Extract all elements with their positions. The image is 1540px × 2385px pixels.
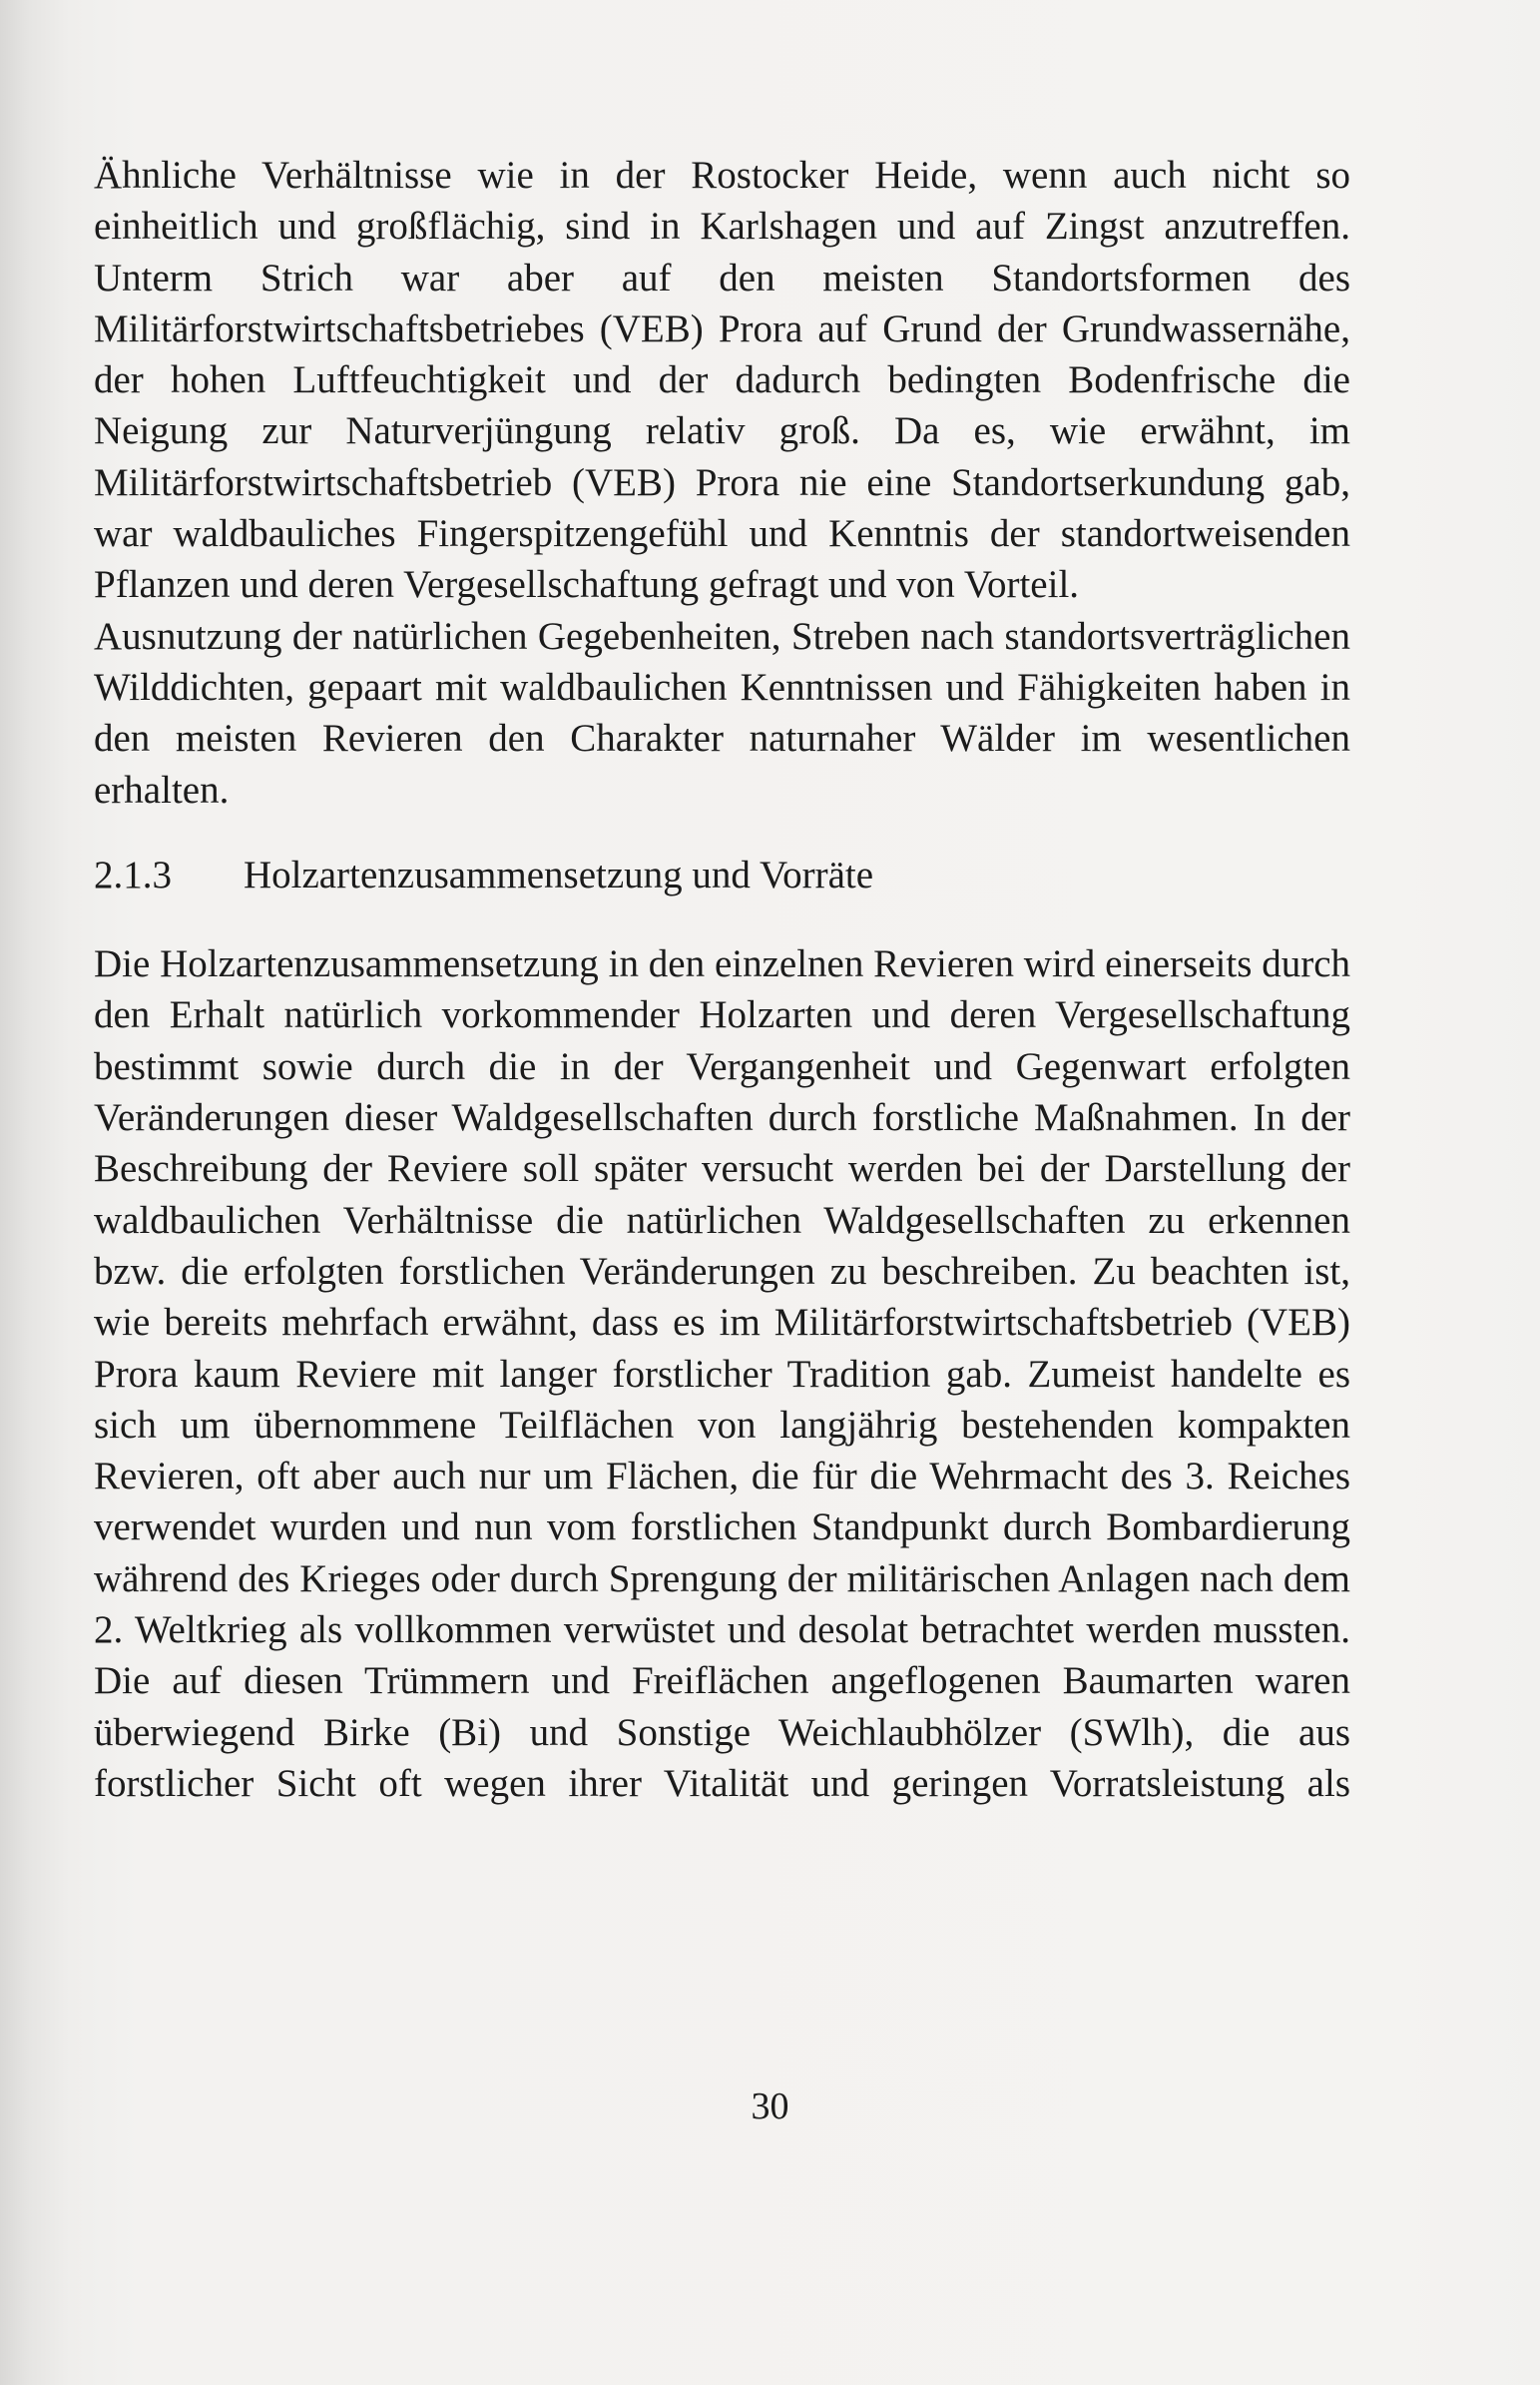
paragraph-3: Die Holzartenzusammensetzung in den einzelnen Revieren wird einerseits durch den Erhalt natürlich vorkommender Holzarten und deren Vergesellschaftung bestimmt sowie durch die in der Vergangenheit und Gegenwart erfolgten Veränderungen dieser Waldgesellschaften durch forstliche Maßnahmen. In der Beschreibung der Reviere soll später versucht werden bei der Darstellung der waldbaulichen Verhältnisse die natürlichen Waldgesellschaften zu erkennen bzw. die erfolgten forstlichen Veränderungen zu beschreiben. Zu beachten ist, wie bereits mehrfach erwähnt, dass es im Militärforstwirtschaftsbetrieb (VEB) Prora kaum Reviere mit langer forstlicher Tradition gab. Zumeist handelte es sich um übernommene Teilflächen von langjährig bestehenden kompakten Revieren, oft aber auch nur um Flächen, die für die Wehrmacht des 3. Reiches verwendet wurden und nun vom forstlichen Standpunkt durch Bombardierung während des Krieges oder durch Sprengung der militärischen Anlagen nach dem 2. Weltkrieg als vollkommen verwüstet und desolat betrachtet werden mussten. Die auf diesen Trümmern und Freiflächen angeflogenen Baumarten waren überwiegend Birke (Bi) und Sonstige Weichlaubhölzer (SWlh), die aus forstlicher Sicht oft wegen ihrer Vitalität und geringen Vorratsleistung als (94, 942, 1350, 1805)
page-text (94, 150, 1350, 1809)
paragraph-1: Ähnliche Verhältnisse wie in der Rostocker Heide, wenn auch nicht so einheitlich und großflächig, sind in Karlshagen und auf Zingst anzutreffen. Unterm Strich war aber auf den meisten Standortsformen des Militärforstwirtschaftsbetriebes (VEB) Prora auf Grund der Grundwassernähe, der hohen Luftfeuchtigkeit und der dadurch bedingten Bodenfrische die Neigung zur Naturverjüngung relativ groß. Da es, wie erwähnt, im Militärforstwirtschaftsbetrieb (VEB) Prora nie eine Standortserkundung gab, war waldbauliches Fingerspitzengefühl und Kenntnis der standortweisenden Pflanzen und deren Vergesellschaftung gefragt und von Vorteil. (94, 154, 1350, 607)
paragraph-2: Ausnutzung der natürlichen Gegebenheiten, Streben nach standortsverträglichen Wilddichten, gepaart mit waldbaulichen Kenntnissen und Fähigkeiten haben in den meisten Revieren den Charakter naturnaher Wälder im wesentlichen erhalten. (94, 614, 1350, 812)
page-number: 30 (751, 2086, 789, 2127)
section-heading (94, 850, 1350, 900)
section-number: 2.1.3 (94, 853, 172, 896)
section-title: Holzartenzusammensetzung und Vorräte (244, 853, 874, 896)
